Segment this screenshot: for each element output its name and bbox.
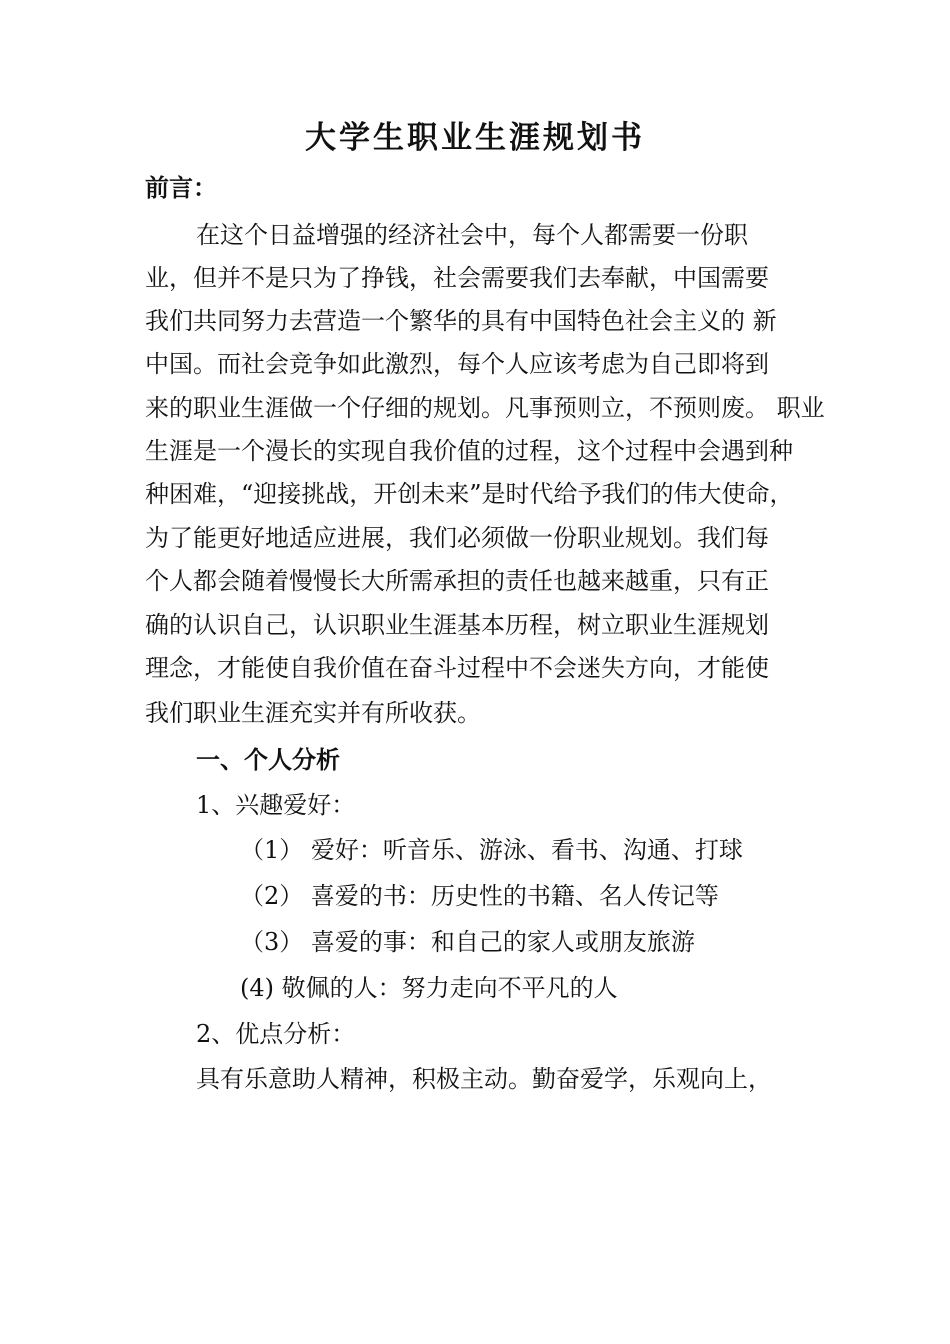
interest-item: （2） 喜爱的书：历史性的书籍、名人传记等 bbox=[240, 882, 719, 910]
preface-line: 确的认识自己，认识职业生涯基本历程，树立职业生涯规划 bbox=[145, 611, 769, 639]
preface-line: 我们共同努力去营造一个繁华的具有中国特色社会主义的 新 bbox=[145, 307, 777, 335]
strengths-text: 具有乐意助人精神，积极主动。勤奋爱学，乐观向上， bbox=[196, 1065, 772, 1093]
preface-line: 中国。而社会竞争如此激烈，每个人应该考虑为自己即将到 bbox=[145, 350, 769, 378]
interest-item: (4) 敬佩的人：努力走向不平凡的人 bbox=[240, 974, 618, 1002]
preface-line: 我们职业生涯充实并有所收获。 bbox=[145, 699, 481, 727]
strengths-label: 2、优点分析： bbox=[196, 1020, 356, 1048]
section-heading: 一、个人分析 bbox=[196, 745, 340, 774]
preface-line: 个人都会随着慢慢长大所需承担的责任也越来越重，只有正 bbox=[145, 567, 769, 595]
preface-line: 在这个日益增强的经济社会中，每个人都需要一份职 bbox=[196, 221, 748, 249]
preface-line: 理念，才能使自我价值在奋斗过程中不会迷失方向，才能使 bbox=[145, 654, 769, 682]
preface-line: 生涯是一个漫长的实现自我价值的过程，这个过程中会遇到种 bbox=[145, 437, 793, 465]
interest-item: （1） 爱好：听音乐、游泳、看书、沟通、打球 bbox=[240, 836, 743, 864]
preface-line: 来的职业生涯做一个仔细的规划。凡事预则立，不预则废。 职业 bbox=[145, 394, 825, 422]
interest-item: （3） 喜爱的事：和自己的家人或朋友旅游 bbox=[240, 928, 695, 956]
preface-line: 为了能更好地适应进展，我们必须做一份职业规划。我们每 bbox=[145, 524, 769, 552]
preface-heading: 前言： bbox=[145, 173, 217, 202]
interests-label: 1、兴趣爱好： bbox=[196, 791, 356, 819]
preface-line: 种困难，“迎接挑战，开创未来”是时代给予我们的伟大使命， bbox=[145, 480, 794, 508]
document-title: 大学生职业生涯规划书 bbox=[305, 120, 645, 156]
preface-line: 业，但并不是只为了挣钱，社会需要我们去奉献，中国需要 bbox=[145, 264, 769, 292]
